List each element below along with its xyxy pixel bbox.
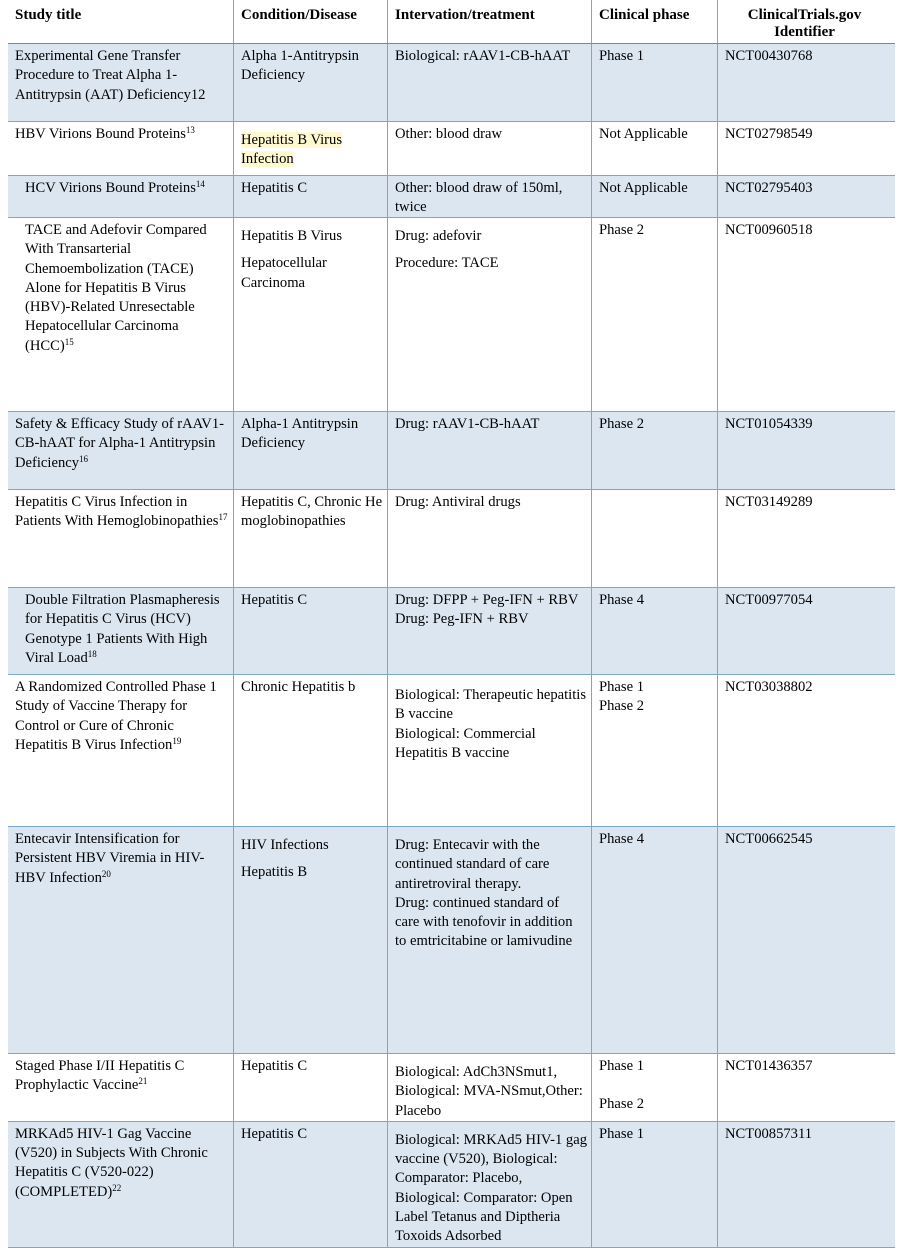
row-10-title: Staged Phase I/II Hepatitis C Prophylactic Vaccine$^{21}$	[8, 1054, 233, 1122]
row-3-phase: Not Applicable	[591, 176, 717, 218]
row-4-intervention: Drug: adefovir Procedure: TACE	[387, 218, 591, 412]
header-intervention: Intervation/treatment	[387, 0, 591, 44]
row-8-condition: Chronic Hepatitis b	[233, 675, 387, 827]
row-5-phase: Phase 2	[591, 412, 717, 490]
row-5-condition: Alpha-1 Antitrypsin Deficiency	[233, 412, 387, 490]
row-2-identifier: NCT02798549	[717, 122, 895, 176]
row-6-phase	[591, 490, 717, 588]
row-9-identifier: NCT00662545	[717, 827, 895, 1054]
row-1-title: Experimental Gene Transfer Procedure to Treat Alpha 1-Antitrypsin (AAT) Deficiency12	[8, 44, 233, 122]
row-4-title: TACE and Adefovir Compared With Transarterial Chemoembolization (TACE) Alone for Hepatitis B Virus (HBV)-Related Unresectable Hepatocellular Carcinoma (HCC)$^{15}$	[8, 218, 233, 412]
row-8-title: A Randomized Controlled Phase 1 Study of Vaccine Therapy for Control or Cure of Chronic Hepatitis B Virus Infection$^{19}$	[8, 675, 233, 827]
row-1-identifier: NCT00430768	[717, 44, 895, 122]
row-3-intervention: Other: blood draw of 150ml, twice	[387, 176, 591, 218]
row-11-title: MRKAd5 HIV-1 Gag Vaccine (V520) in Subjects With Chronic Hepatitis C (V520-022) (COMPLETED)$^{22}$	[8, 1122, 233, 1248]
row-9-title: Entecavir Intensification for Persistent HBV Viremia in HIV-HBV Infection$^{20}$	[8, 827, 233, 1054]
row-3-title: HCV Virions Bound Proteins$^{14}$	[8, 176, 233, 218]
row-11-intervention: Biological: MRKAd5 HIV-1 gag vaccine (V520), Biological: Comparator: Placebo, Biological: Comparator: Open Label Tetanus and Diptheria Toxoids Adsorbed	[387, 1122, 591, 1248]
row-10-identifier: NCT01436357	[717, 1054, 895, 1122]
header-study-title: Study title	[8, 0, 233, 44]
row-10-intervention: Biological: AdCh3NSmut1, Biological: MVA-NSmut,Other: Placebo	[387, 1054, 591, 1122]
row-3-condition: Hepatitis C	[233, 176, 387, 218]
row-1-phase: Phase 1	[591, 44, 717, 122]
row-1-intervention: Biological: rAAV1-CB-hAAT	[387, 44, 591, 122]
row-5-intervention: Drug: rAAV1-CB-hAAT	[387, 412, 591, 490]
row-6-intervention: Drug: Antiviral drugs	[387, 490, 591, 588]
row-1-condition: Alpha 1-Antitrypsin Deficiency	[233, 44, 387, 122]
row-4-phase: Phase 2	[591, 218, 717, 412]
row-8-identifier: NCT03038802	[717, 675, 895, 827]
row-7-phase: Phase 4	[591, 588, 717, 675]
row-8-intervention: Biological: Therapeutic hepatitis B vaccine Biological: Commercial Hepatitis B vaccine	[387, 675, 591, 827]
row-2-condition: Hepatitis B Virus Infection	[233, 122, 387, 176]
row-6-condition: Hepatitis C, Chronic Hemoglobinopathies	[233, 490, 387, 588]
row-6-title: Hepatitis C Virus Infection in Patients With Hemoglobinopathies$^{17}$	[8, 490, 233, 588]
row-8-phase: Phase 1 Phase 2	[591, 675, 717, 827]
clinical-trials-table	[8, 0, 895, 1248]
header-condition: Condition/Disease	[233, 0, 387, 44]
row-2-phase: Not Applicable	[591, 122, 717, 176]
row-2-title: HBV Virions Bound Proteins$^{13}$	[8, 122, 233, 176]
row-9-intervention: Drug: Entecavir with the continued standard of care antiretroviral therapy. Drug: continued standard of care with tenofovir in addition to emtricitabine or lamivudine	[387, 827, 591, 1054]
row-11-identifier: NCT00857311	[717, 1122, 895, 1248]
header-identifier: ClinicalTrials.gov Identifier	[717, 0, 895, 44]
row-11-condition: Hepatitis C	[233, 1122, 387, 1248]
row-7-identifier: NCT00977054	[717, 588, 895, 675]
row-11-phase: Phase 1	[591, 1122, 717, 1248]
row-10-condition: Hepatitis C	[233, 1054, 387, 1122]
header-clinical-phase: Clinical phase	[591, 0, 717, 44]
row-6-identifier: NCT03149289	[717, 490, 895, 588]
row-7-title: Double Filtration Plasmapheresis for Hepatitis C Virus (HCV) Genotype 1 Patients With High Viral Load$^{18}$	[8, 588, 233, 675]
row-9-condition: HIV Infections Hepatitis B	[233, 827, 387, 1054]
row-5-identifier: NCT01054339	[717, 412, 895, 490]
row-2-intervention: Other: blood draw	[387, 122, 591, 176]
row-4-identifier: NCT00960518	[717, 218, 895, 412]
row-7-condition: Hepatitis C	[233, 588, 387, 675]
row-9-phase: Phase 4	[591, 827, 717, 1054]
row-10-phase: Phase 1 Phase 2	[591, 1054, 717, 1122]
row-7-intervention: Drug: DFPP + Peg-IFN + RBV Drug: Peg-IFN + RBV	[387, 588, 591, 675]
row-3-identifier: NCT02795403	[717, 176, 895, 218]
row-5-title: Safety & Efficacy Study of rAAV1-CB-hAAT for Alpha-1 Antitrypsin Deficiency$^{16}$	[8, 412, 233, 490]
row-4-condition: Hepatitis B Virus Hepatocellular Carcinoma	[233, 218, 387, 412]
